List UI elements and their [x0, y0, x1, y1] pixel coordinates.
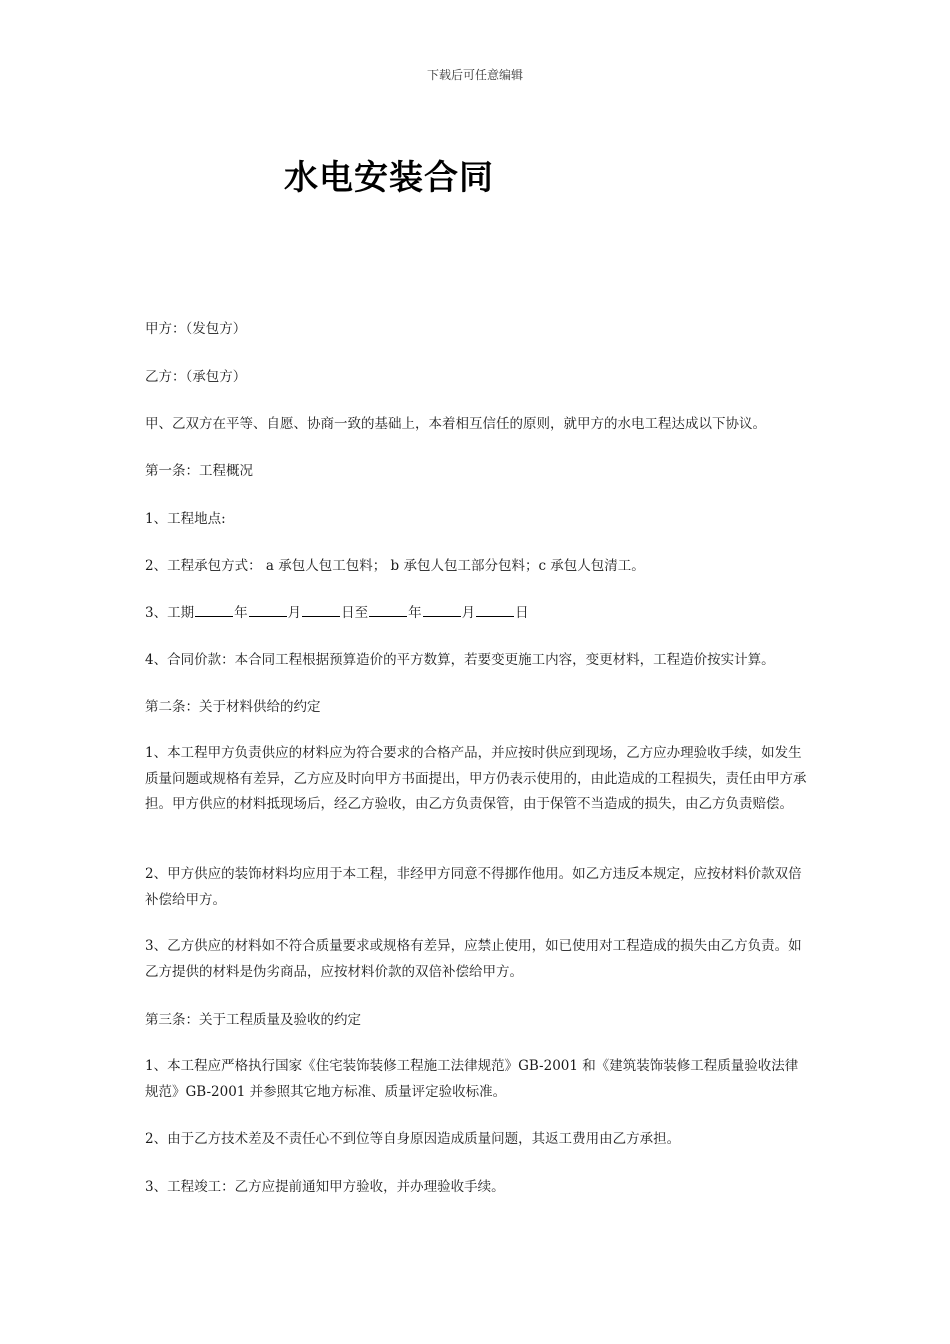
article3-item2: 2、由于乙方技术差及不责任心不到位等自身原因造成质量问题，其返工费用由乙方承担。 — [145, 1131, 681, 1147]
party-a-line: 甲方：（发包方） — [145, 321, 247, 337]
document-title: 水电安装合同 — [284, 158, 494, 198]
preamble: 甲、乙双方在平等、自愿、协商一致的基础上，本着相互信任的原则，就甲方的水电工程达成以下协议。 — [145, 416, 766, 432]
blank-field[interactable] — [369, 602, 407, 617]
term-year-start: 年 — [234, 605, 248, 621]
blank-field[interactable] — [476, 602, 514, 617]
term-day-end: 日 — [515, 605, 529, 621]
term-day-start: 日至 — [341, 605, 369, 621]
party-b-line: 乙方：（承包方） — [145, 369, 247, 385]
article2-item1: 1、本工程甲方负责供应的材料应为符合要求的合格产品，并应按时供应到现场，乙方应办理验收手续，如发生质量问题或规格有差异，乙方应及时向甲方书面提出，甲方仍表示使用的，由此造成的工程损失，责任由甲方承担。甲方供应的材料抵现场后，经乙方验收，由乙方负责保管，由于保管不当造成的损失，由乙方负责赔偿。 — [145, 745, 807, 812]
blank-field[interactable] — [195, 602, 233, 617]
term-month-start: 月 — [287, 605, 302, 621]
article2-item2: 2、甲方供应的装饰材料均应用于本工程，非经甲方同意不得挪作他用。如乙方违反本规定，应按材料价款双倍补偿给甲方。 — [145, 866, 802, 908]
blank-field[interactable] — [249, 602, 287, 617]
article2-heading: 第二条：关于材料供给的约定 — [145, 699, 321, 715]
article1-item3 — [145, 600, 815, 626]
article3-item1: 1、本工程应严格执行国家《住宅装饰装修工程施工法律规范》GB-2001 和《建筑装饰装修工程质量验收法律规范》GB-2001 并参照其它地方标准、质量评定验收标准。 — [145, 1058, 799, 1100]
blank-field[interactable] — [302, 602, 340, 617]
blank-field[interactable] — [423, 602, 461, 617]
article1-item4: 4、合同价款：本合同工程根据预算造价的平方数算，若要变更施工内容，变更材料，工程造价按实计算。 — [145, 652, 775, 668]
article2-item3: 3、乙方供应的材料如不符合质量要求或规格有差异，应禁止使用，如已使用对工程造成的损失由乙方负责。如乙方提供的材料是伪劣商品，应按材料价款的双倍补偿给甲方。 — [145, 938, 802, 980]
article1-item2: 2、工程承包方式： a 承包人包工包料； b 承包人包工部分包料；c 承包人包清工。 — [145, 558, 645, 574]
term-month-end: 月 — [461, 605, 476, 621]
article1-item1: 1、工程地点: — [145, 511, 226, 527]
term-year-end: 年 — [408, 605, 422, 621]
article3-item3: 3、工程竣工：乙方应提前通知甲方验收，并办理验收手续。 — [145, 1179, 505, 1195]
term-prefix: 3、工期 — [145, 605, 195, 621]
header-note: 下载后可任意编辑 — [426, 68, 523, 82]
article3-heading: 第三条：关于工程质量及验收的约定 — [145, 1012, 361, 1028]
article1-heading: 第一条：工程概况 — [145, 463, 253, 479]
